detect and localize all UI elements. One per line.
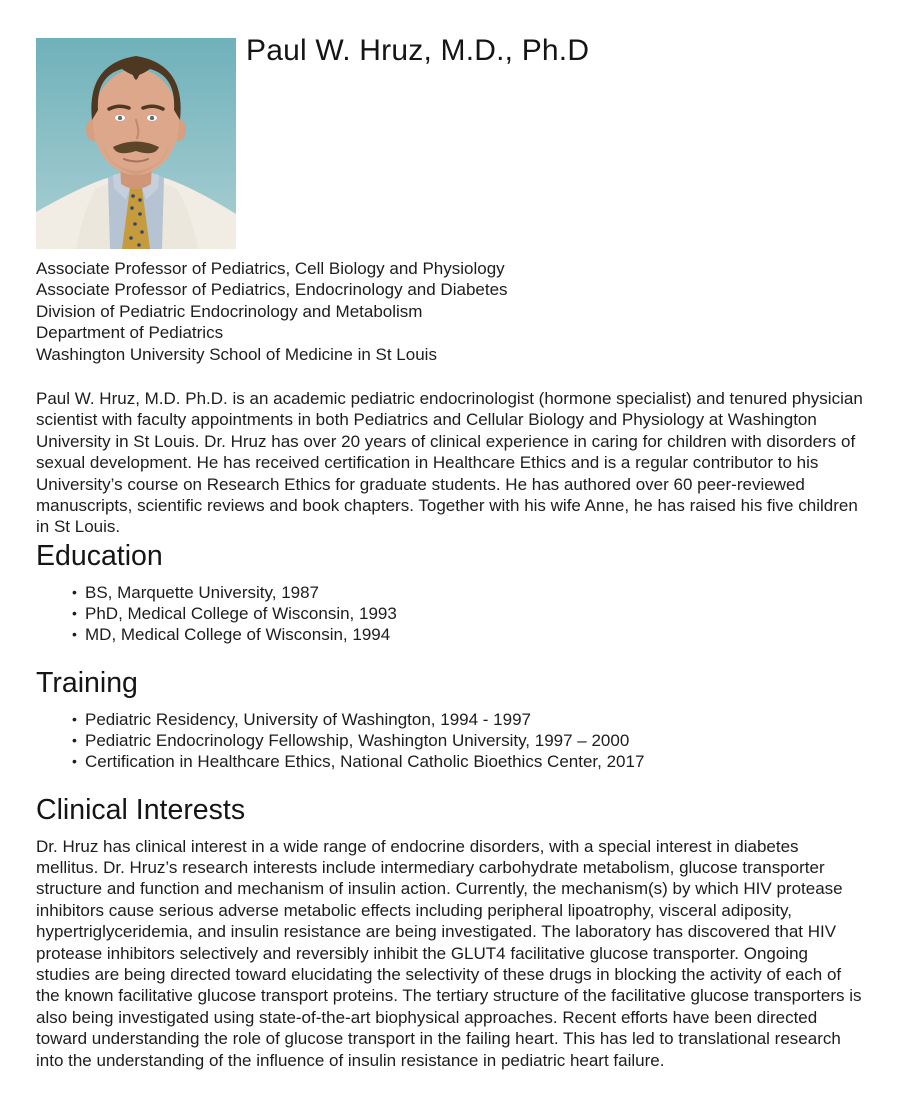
credential-line: Division of Pediatric Endocrinology and Metabolism [36, 301, 423, 321]
section-heading-training: Training [36, 666, 138, 699]
section-heading-education: Education [36, 539, 163, 572]
training-item: • Pediatric Residency, University of Washington, 1994 - 1997 [72, 709, 864, 730]
clinical-interests-paragraph: Dr. Hruz has clinical interest in a wide range of endocrine disorders, with a special interest in diabetes mellitus. Dr. Hruz’s research interests include intermediary carbohydrate metabolism, glucose transporter structure and function and mechanism of insulin action. Currently, the mechanism(s) by which HIV protease inhibitors cause serious adverse metabolic effects including peripheral lipoatrophy, visceral adiposity, hypertriglyceridemia, and insulin resistance are being investigated. The laboratory has discovered that HIV protease inhibitors selectively and reversibly inhibit the GLUT4 facilitative glucose transporter. Ongoing studies are being directed toward elucidating the selectivity of these drugs in blocking the activity of each of the known facilitative glucose transport proteins. The tertiary structure of the facilitative glucose transporters is also being investigated using state-of-the-art biophysical approaches. Recent efforts have been directed toward understanding the role of glucose transport in the failing heart. This has led to translational research into the understanding of the influence of insulin resistance in pediatric heart failure. [36, 836, 862, 1070]
profile-header [36, 34, 864, 249]
credential-line: Associate Professor of Pediatrics, Endocrinology and Diabetes [36, 280, 508, 300]
credential-line: Washington University School of Medicine in St Louis [36, 344, 437, 364]
training-item: • Certification in Healthcare Ethics, National Catholic Bioethics Center, 2017 [72, 751, 864, 772]
section-heading-clinical-interests: Clinical Interests [36, 793, 246, 826]
profile-photo [36, 38, 236, 249]
education-item: • MD, Medical College of Wisconsin, 1994 [72, 624, 864, 645]
training-item: • Pediatric Endocrinology Fellowship, Washington University, 1997 – 2000 [72, 730, 864, 751]
education-list [72, 582, 864, 646]
bio-paragraph: Paul W. Hruz, M.D. Ph.D. is an academic pediatric endocrinologist (hormone specialist) and tenured physician scientist with faculty appointments in both Pediatrics and Cellular Biology and Physiology at Washington University in St Louis. Dr. Hruz has over 20 years of clinical experience in caring for children with disorders of sexual development. He has received certification in Healthcare Ethics and is a regular contributor to his University’s course on Research Ethics for graduate students. He has authored over 60 peer-reviewed manuscripts, scientific reviews and book chapters. Together with his wife Anne, he has raised his five children in St Louis. [36, 389, 863, 537]
credentials-block [36, 258, 864, 365]
training-list [72, 709, 864, 773]
credential-line: Associate Professor of Pediatrics, Cell Biology and Physiology [36, 259, 505, 278]
credential-line: Department of Pediatrics [36, 323, 224, 343]
education-item: • PhD, Medical College of Wisconsin, 1993 [72, 603, 864, 624]
portrait-illustration [36, 38, 236, 249]
page-title: Paul W. Hruz, M.D., Ph.D [246, 34, 590, 67]
education-item: • BS, Marquette University, 1987 [72, 582, 864, 603]
